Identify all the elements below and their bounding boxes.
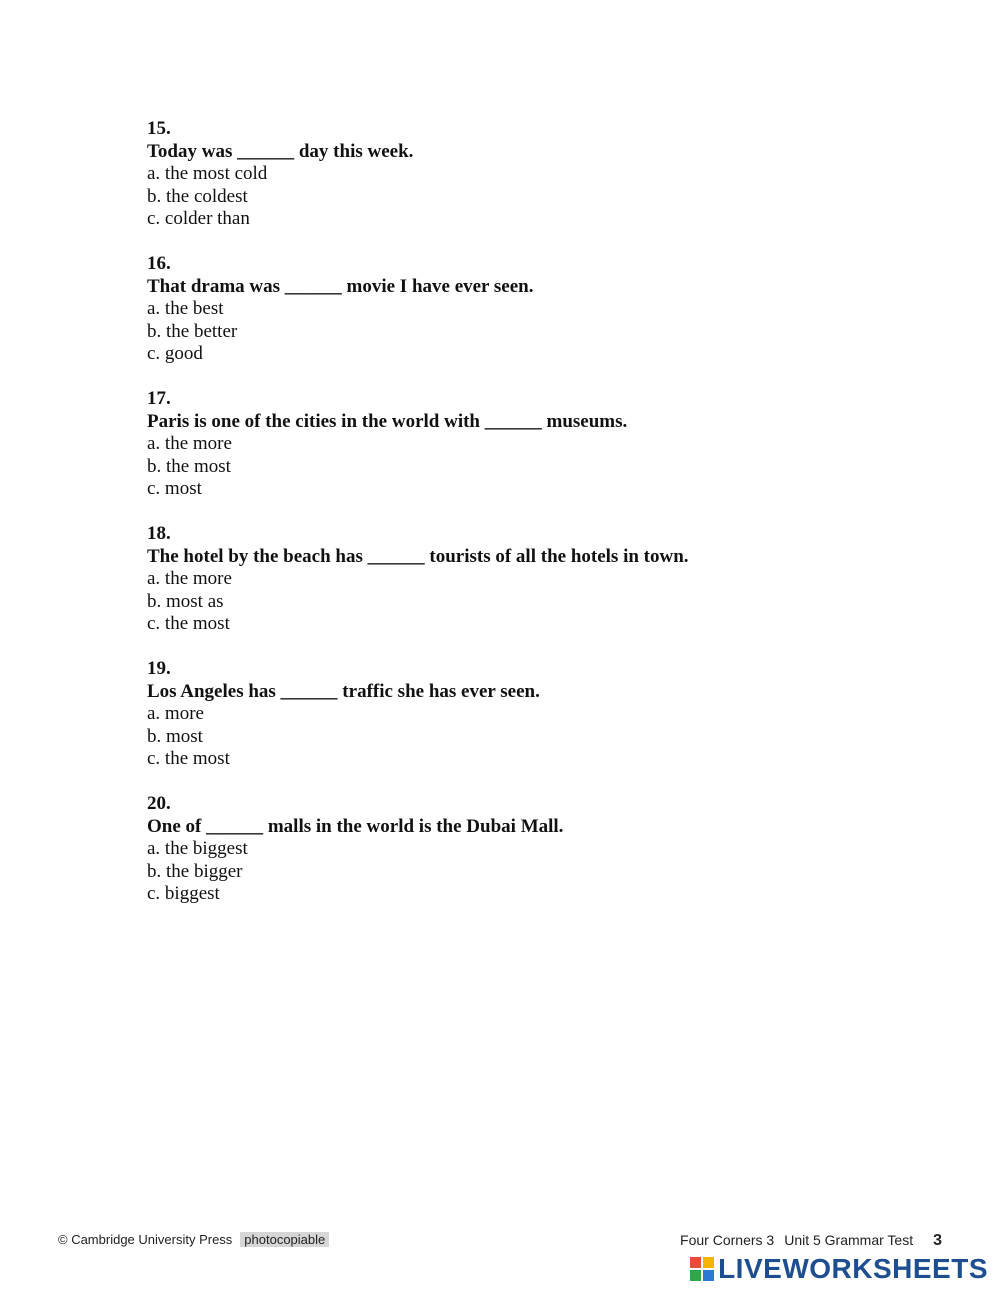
option-c: c. most [147,478,202,499]
question-stem: Today was ______ day this week. [147,140,414,162]
question-16 [147,253,927,366]
question-18 [147,523,927,636]
question-number: 16. [147,253,171,274]
option-c: c. good [147,343,203,364]
question-20 [147,793,927,906]
option-a: a. the most cold [147,163,268,184]
option-b: b. most as [147,590,224,612]
question-list [147,118,927,928]
question-number: 17. [147,388,171,409]
question-number: 20. [147,793,171,814]
option-a: a. the best [147,298,224,319]
option-a: a. the biggest [147,838,248,859]
question-stem: The hotel by the beach has ______ tourists of all the hotels in town. [147,545,689,567]
option-b: b. the coldest [147,185,248,207]
option-b: b. the most [147,455,231,477]
unit-title: Unit 5 Grammar Test [784,1232,914,1248]
option-b: b. the better [147,320,238,342]
photocopiable-label: photocopiable [240,1232,329,1247]
liveworksheets-logo-icon [690,1257,714,1281]
option-c: c. biggest [147,883,220,904]
question-number: 15. [147,118,171,139]
question-15 [147,118,927,231]
page-number: 3 [933,1232,942,1249]
question-17 [147,388,927,501]
question-number: 19. [147,658,171,679]
option-a: a. more [147,703,204,724]
book-title: Four Corners 3 [680,1232,775,1248]
question-stem: Paris is one of the cities in the world with ______ museums. [147,410,628,432]
footer-copyright [58,1232,329,1247]
option-a: a. the more [147,568,232,589]
question-stem: That drama was ______ movie I have ever seen. [147,275,534,297]
option-c: c. the most [147,613,230,634]
question-19 [147,658,927,771]
liveworksheets-logo-text: LIVEWORKSHEETS [718,1253,988,1284]
option-c: c. the most [147,748,230,769]
question-stem: One of ______ malls in the world is the Dubai Mall. [147,815,564,837]
option-b: b. the bigger [147,860,243,882]
question-number: 18. [147,523,171,544]
option-c: c. colder than [147,208,250,229]
footer-page-info [680,1232,942,1250]
option-a: a. the more [147,433,232,454]
option-b: b. most [147,725,203,747]
question-stem: Los Angeles has ______ traffic she has ever seen. [147,680,540,702]
liveworksheets-logo [690,1254,988,1284]
copyright-text: © Cambridge University Press [58,1232,233,1247]
